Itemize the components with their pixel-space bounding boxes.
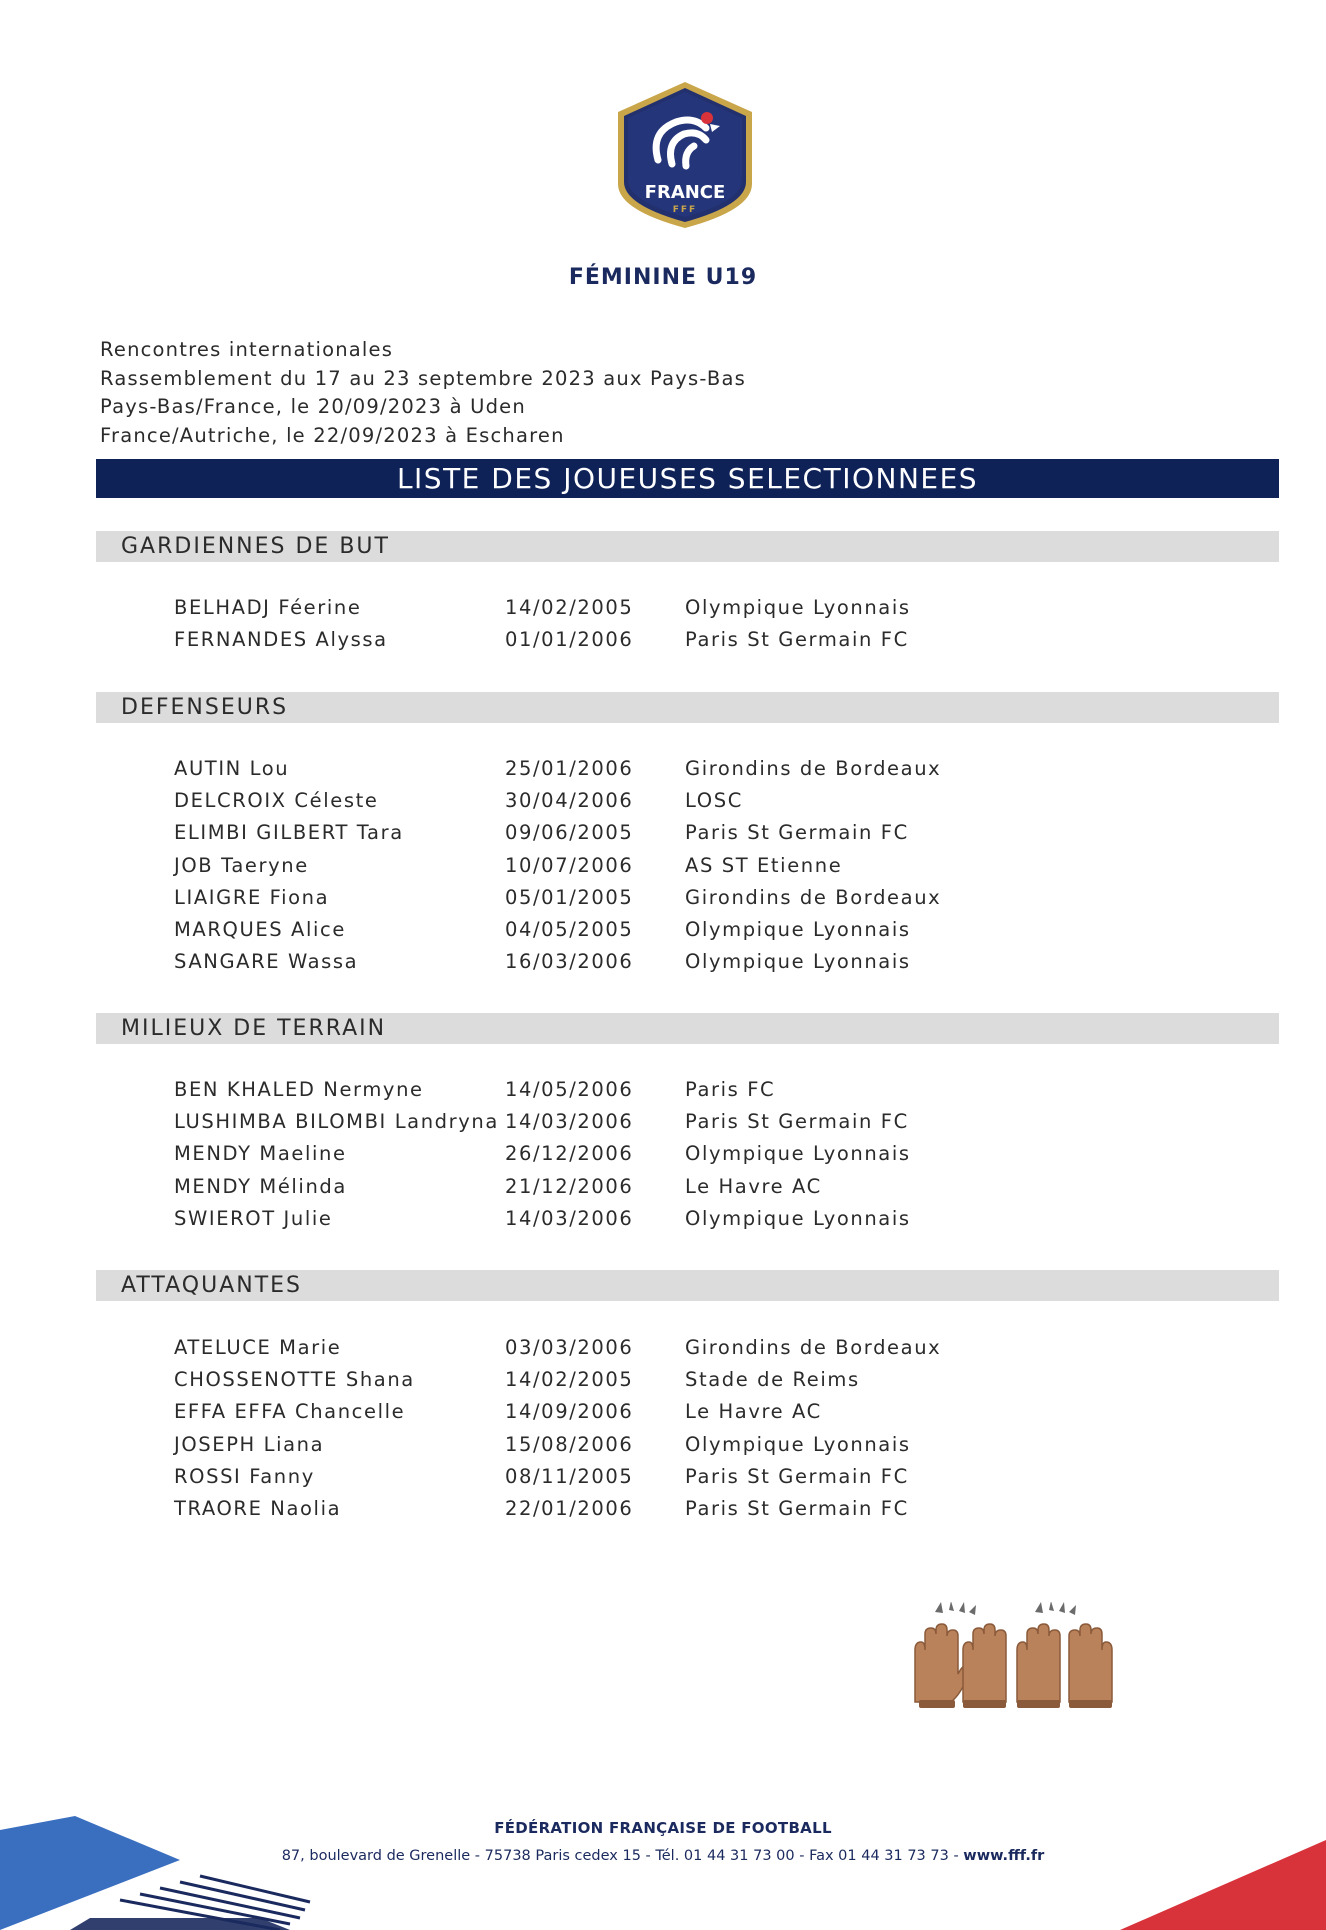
player-dob: 05/01/2005 — [505, 885, 634, 909]
player-dob: 25/01/2006 — [505, 757, 634, 780]
player-row — [0, 628, 1326, 660]
intro-line: Pays-Bas/France, le 20/09/2023 à Uden — [100, 395, 526, 418]
player-name: JOB Taeryne — [174, 853, 309, 877]
player-dob: 08/11/2005 — [505, 1464, 634, 1488]
player-row — [0, 854, 1326, 886]
player-dob: 14/02/2005 — [505, 596, 634, 619]
player-row — [0, 886, 1326, 918]
player-row — [0, 596, 1326, 628]
footer-address-text: 87, boulevard de Grenelle - 75738 Paris cedex 15 - Tél. 01 44 31 73 00 - Fax 01 44 31 73 73 - — [281, 1848, 964, 1864]
intro-block — [100, 336, 746, 450]
player-dob: 10/07/2006 — [505, 853, 634, 877]
crest-text: FRANCE — [644, 182, 726, 203]
player-row — [0, 1400, 1326, 1432]
player-club: Girondins de Bordeaux — [685, 885, 942, 909]
player-dob: 01/01/2006 — [505, 628, 634, 652]
section-header-forwards — [96, 1270, 1279, 1301]
section-header-defenders — [96, 692, 1279, 723]
player-club: Stade de Reims — [685, 1368, 860, 1392]
player-club: LOSC — [685, 789, 743, 813]
footer-address — [0, 1848, 1326, 1864]
player-list-defenders — [0, 757, 1326, 982]
intro-line: Rassemblement du 17 au 23 septembre 2023 aux Pays-Bas — [100, 366, 747, 390]
player-name: FERNANDES Alyssa — [174, 628, 388, 652]
player-name: EFFA EFFA Chancelle — [174, 1400, 406, 1424]
intro-line: France/Autriche, le 22/09/2023 à Escharen — [100, 423, 565, 447]
player-row — [0, 1078, 1326, 1110]
player-row — [0, 821, 1326, 853]
player-dob: 15/08/2006 — [505, 1432, 634, 1456]
player-row — [0, 1433, 1326, 1465]
player-name: MENDY Mélinda — [174, 1174, 347, 1198]
section-header-goalkeepers — [96, 531, 1279, 562]
player-list-midfielders — [0, 1078, 1326, 1239]
player-dob: 09/06/2005 — [505, 821, 634, 845]
player-row — [0, 1175, 1326, 1207]
player-row — [0, 1497, 1326, 1529]
player-club: AS ST Etienne — [685, 853, 843, 877]
player-club: Girondins de Bordeaux — [685, 757, 942, 780]
fff-crest-logo — [614, 80, 756, 230]
player-name: JOSEPH Liana — [174, 1432, 325, 1456]
player-name: BEN KHALED Nermyne — [174, 1078, 424, 1101]
player-list-forwards — [0, 1336, 1326, 1529]
player-club: Olympique Lyonnais — [685, 1432, 911, 1456]
section-label: MILIEUX DE TERRAIN — [121, 1016, 387, 1041]
player-dob: 14/03/2006 — [505, 1110, 634, 1134]
player-club: Paris St Germain FC — [685, 1464, 909, 1488]
player-club: Paris FC — [685, 1078, 776, 1101]
raised-hands-icon — [905, 1602, 1125, 1712]
player-name: TRAORE Naolia — [174, 1496, 342, 1520]
player-club: Girondins de Bordeaux — [685, 1336, 942, 1359]
player-dob: 21/12/2006 — [505, 1174, 634, 1198]
player-row — [0, 1207, 1326, 1239]
player-dob: 03/03/2006 — [505, 1336, 634, 1359]
player-dob: 22/01/2006 — [505, 1496, 634, 1520]
section-header-midfielders — [96, 1013, 1279, 1044]
crest-subtext: FFF — [672, 205, 698, 215]
player-name: LIAIGRE Fiona — [174, 885, 330, 909]
player-row — [0, 1110, 1326, 1142]
player-club: Paris St Germain FC — [685, 628, 909, 652]
player-row — [0, 1336, 1326, 1368]
player-club: Olympique Lyonnais — [685, 1206, 911, 1230]
player-club: Olympique Lyonnais — [685, 917, 911, 941]
section-label: DEFENSEURS — [121, 695, 289, 720]
player-name: SANGARE Wassa — [174, 950, 359, 974]
player-club: Paris St Germain FC — [685, 1110, 909, 1134]
footer-organization: FÉDÉRATION FRANÇAISE DE FOOTBALL — [494, 1819, 832, 1837]
player-club: Paris St Germain FC — [685, 821, 909, 845]
player-name: CHOSSENOTTE Shana — [174, 1368, 415, 1392]
team-title: FÉMININE U19 — [568, 265, 758, 290]
player-club: Le Havre AC — [685, 1174, 822, 1198]
player-name: AUTIN Lou — [174, 757, 290, 780]
player-dob: 14/09/2006 — [505, 1400, 634, 1424]
player-club: Le Havre AC — [685, 1400, 822, 1424]
player-row — [0, 1142, 1326, 1174]
player-club: Olympique Lyonnais — [685, 950, 911, 974]
player-list-goalkeepers — [0, 596, 1326, 660]
footer-website-link[interactable]: www.fff.fr — [963, 1848, 1045, 1864]
player-name: LUSHIMBA BILOMBI Landryna — [174, 1110, 499, 1134]
player-name: ROSSI Fanny — [174, 1464, 315, 1488]
player-club: Olympique Lyonnais — [685, 1142, 911, 1166]
player-dob: 26/12/2006 — [505, 1142, 634, 1166]
player-name: BELHADJ Féerine — [174, 596, 362, 619]
player-name: ATELUCE Marie — [174, 1336, 342, 1359]
player-row — [0, 918, 1326, 950]
player-dob: 04/05/2005 — [505, 917, 634, 941]
player-club: Olympique Lyonnais — [685, 596, 911, 619]
selection-title: LISTE DES JOUEUSES SELECTIONNEES — [96, 459, 1279, 498]
player-dob: 14/05/2006 — [505, 1078, 634, 1101]
player-name: ELIMBI GILBERT Tara — [174, 821, 404, 845]
player-dob: 14/02/2005 — [505, 1368, 634, 1392]
player-dob: 16/03/2006 — [505, 950, 634, 974]
player-club: Paris St Germain FC — [685, 1496, 909, 1520]
player-row — [0, 757, 1326, 789]
player-dob: 14/03/2006 — [505, 1206, 634, 1230]
player-name: SWIEROT Julie — [174, 1206, 333, 1230]
intro-line: Rencontres internationales — [100, 338, 394, 361]
player-row — [0, 1368, 1326, 1400]
player-row — [0, 1465, 1326, 1497]
player-name: MENDY Maeline — [174, 1142, 347, 1166]
player-dob: 30/04/2006 — [505, 789, 634, 813]
player-name: MARQUES Alice — [174, 917, 346, 941]
section-label: GARDIENNES DE BUT — [121, 534, 390, 559]
section-label: ATTAQUANTES — [121, 1273, 303, 1298]
player-row — [0, 950, 1326, 982]
player-name: DELCROIX Céleste — [174, 789, 379, 813]
player-row — [0, 789, 1326, 821]
